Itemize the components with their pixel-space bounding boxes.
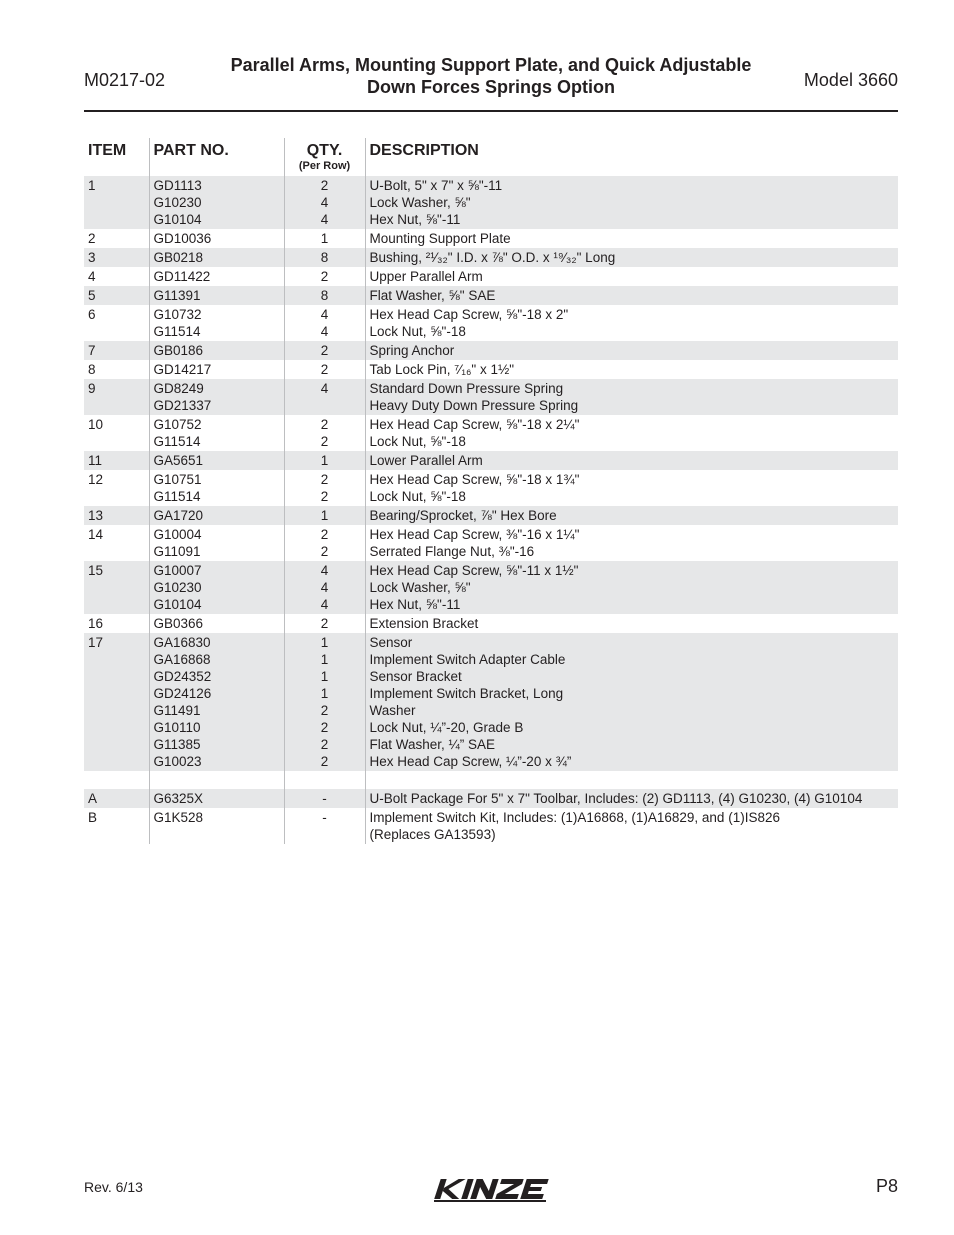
part-number-cell: [149, 561, 284, 614]
parts-table: [84, 138, 898, 844]
description-cell: [365, 229, 898, 248]
description-cell: [365, 808, 898, 844]
table-row: [84, 633, 898, 771]
part-number-cell: [149, 248, 284, 267]
description: Bushing, ²¹⁄₃₂" I.D. x ⅞" O.D. x ¹⁹⁄₃₂" Long: [369, 250, 616, 265]
description-cell: [365, 176, 898, 229]
part-number: GD14217: [153, 362, 212, 377]
part-number-cell: [149, 415, 284, 451]
item-number: 11: [84, 451, 149, 470]
qty-header-sublabel: (Per Row): [298, 160, 351, 172]
description: Lock Nut, ⅝"-18: [369, 324, 466, 339]
quantity-cell: [284, 614, 365, 633]
part-number: GB0186: [153, 343, 204, 358]
part-number: G10110: [153, 720, 201, 735]
part-number-cell: [149, 525, 284, 561]
quantity: 1: [320, 669, 329, 684]
part-number-cell: [149, 789, 284, 808]
table-row: [84, 614, 898, 633]
parts-table-body: [84, 176, 898, 844]
quantity: 2: [320, 616, 329, 631]
part-number: G11491: [153, 703, 201, 718]
quantity: 1: [320, 453, 329, 468]
quantity: 4: [320, 307, 329, 322]
quantity: 4: [320, 580, 329, 595]
item-column-header: ITEM: [88, 142, 127, 159]
part-number: GD24352: [153, 669, 212, 684]
part-number: G11385: [153, 737, 201, 752]
item-number: 2: [88, 231, 96, 246]
quantity: 2: [320, 269, 329, 284]
spacer-cell: [284, 771, 365, 789]
part-number-cell: [149, 305, 284, 341]
quantity: 2: [320, 434, 329, 449]
table-row: [84, 176, 898, 229]
part-number: G11514: [153, 489, 201, 504]
quantity-cell: [284, 341, 365, 360]
part-number-cell: [149, 229, 284, 248]
part-number-cell: [149, 451, 284, 470]
description-cell: [365, 267, 898, 286]
quantity: 1: [320, 686, 329, 701]
item-number: 13: [84, 506, 149, 525]
quantity: 4: [320, 212, 329, 227]
table-row: [84, 229, 898, 248]
description: U-Bolt Package For 5" x 7" Toolbar, Includes: (2) GD1113, (4) G10230, (4) G10104: [369, 791, 863, 806]
document-number: M0217-02: [84, 70, 166, 90]
part-number: GB0366: [153, 616, 204, 631]
description: Hex Head Cap Screw, ⅝"-18 x 2¼": [369, 417, 580, 432]
qty-column-header: [284, 138, 365, 176]
part-number: G10023: [153, 754, 202, 769]
description-cell: [365, 360, 898, 379]
table-row: [84, 789, 898, 808]
description-cell: [365, 305, 898, 341]
part-number-cell: [149, 633, 284, 771]
part-number-cell: [149, 379, 284, 415]
part-number: G10230: [153, 195, 202, 210]
item-number: 8: [88, 362, 96, 377]
item-number: 10: [88, 417, 104, 432]
item-number: 3: [84, 248, 149, 267]
part-number: G10732: [153, 307, 202, 322]
description: Extension Bracket: [369, 616, 479, 631]
description: Sensor: [369, 635, 413, 650]
part-number: G10230: [153, 580, 202, 595]
description: Flat Washer, ¼” SAE: [369, 737, 496, 752]
item-number: 1: [84, 176, 149, 229]
description: Spring Anchor: [369, 343, 455, 358]
model-label: Model 3660: [803, 70, 898, 90]
description-cell: [365, 525, 898, 561]
table-row: [84, 248, 898, 267]
description-cell: [365, 789, 898, 808]
part-column-header: PART NO.: [149, 138, 284, 176]
quantity: -: [322, 810, 327, 825]
quantity: 1: [320, 508, 329, 523]
quantity-cell: [284, 267, 365, 286]
table-row: [84, 341, 898, 360]
page-title: [200, 54, 782, 98]
quantity-cell: [284, 789, 365, 808]
part-number: G10752: [153, 417, 202, 432]
quantity-cell: [284, 470, 365, 506]
spacer-cell: [365, 771, 898, 789]
part-number-cell: [149, 470, 284, 506]
part-number: GA5651: [153, 453, 204, 468]
part-number: G10007: [153, 563, 202, 578]
quantity: 1: [320, 231, 329, 246]
description: Lock Nut, ¼”-20, Grade B: [369, 720, 524, 735]
part-number: G11514: [153, 324, 201, 339]
table-row: [84, 415, 898, 451]
quantity-cell: [284, 360, 365, 379]
part-number: GD24126: [153, 686, 212, 701]
description: Lock Nut, ⅝"-18: [369, 489, 466, 504]
table-row: [84, 808, 898, 844]
quantity-cell: [284, 415, 365, 451]
quantity-cell: [284, 525, 365, 561]
item-number: 6: [88, 307, 96, 322]
description: (Replaces GA13593): [369, 827, 496, 842]
quantity-cell: [284, 506, 365, 525]
part-number-cell: [149, 176, 284, 229]
quantity: 2: [320, 417, 329, 432]
description: U-Bolt, 5" x 7" x ⅝"-11: [369, 178, 503, 193]
part-number: GA16868: [153, 652, 211, 667]
item-number: A: [84, 789, 149, 808]
table-spacer-row: [84, 771, 898, 789]
part-number: GA16830: [153, 635, 211, 650]
description: Flat Washer, ⅝" SAE: [369, 288, 496, 303]
description: Sensor Bracket: [369, 669, 462, 684]
page-title-line-1: Parallel Arms, Mounting Support Plate, and Quick Adjustable: [230, 55, 752, 75]
table-row: [84, 451, 898, 470]
table-row: [84, 525, 898, 561]
quantity: 2: [320, 527, 329, 542]
description: Lower Parallel Arm: [369, 453, 483, 468]
part-number: G11091: [153, 544, 201, 559]
part-number: G11514: [153, 434, 201, 449]
item-number: 17: [84, 633, 149, 771]
page-title-line-2: Down Forces Springs Option: [366, 77, 615, 97]
quantity-cell: [284, 808, 365, 844]
quantity: 4: [320, 563, 329, 578]
part-number-cell: [149, 808, 284, 844]
table-row: [84, 267, 898, 286]
quantity: 1: [320, 635, 329, 650]
description-cell: [365, 341, 898, 360]
spacer-cell: [149, 771, 284, 789]
quantity-cell: [284, 561, 365, 614]
part-number: G10104: [153, 597, 202, 612]
quantity: [289, 397, 361, 414]
description: Implement Switch Adapter Cable: [369, 652, 566, 667]
quantity: 2: [320, 720, 329, 735]
description: Heavy Duty Down Pressure Spring: [369, 398, 579, 413]
description: Hex Nut, ⅝"-11: [369, 212, 461, 227]
part-number-cell: [149, 286, 284, 305]
quantity: 1: [320, 652, 329, 667]
part-number-cell: [149, 267, 284, 286]
quantity: 4: [320, 381, 329, 396]
table-row: [84, 305, 898, 341]
part-number: GB0218: [153, 250, 204, 265]
description: Hex Head Cap Screw, ⅝"-18 x 1¾": [369, 472, 580, 487]
item-number: 7: [84, 341, 149, 360]
part-number: GD1113: [153, 178, 202, 193]
description: Hex Nut, ⅝"-11: [369, 597, 461, 612]
part-number: G10104: [153, 212, 202, 227]
description-cell: [365, 561, 898, 614]
table-row: [84, 470, 898, 506]
table-row: [84, 506, 898, 525]
description: Hex Head Cap Screw, ⅝"-11 x 1½": [369, 563, 579, 578]
quantity: 2: [320, 544, 329, 559]
quantity-cell: [284, 633, 365, 771]
description: Hex Head Cap Screw, ⅜"-16 x 1¼": [369, 527, 580, 542]
quantity-cell: [284, 286, 365, 305]
quantity: 2: [320, 489, 329, 504]
description-cell: [365, 470, 898, 506]
quantity: 8: [320, 250, 329, 265]
qty-header-label: QTY.: [306, 142, 343, 159]
item-number: 14: [88, 527, 104, 542]
spacer-cell: [84, 771, 149, 789]
description-cell: [365, 248, 898, 267]
description-cell: [365, 379, 898, 415]
quantity: 2: [320, 472, 329, 487]
item-number: 16: [88, 616, 104, 631]
part-number-cell: [149, 614, 284, 633]
description: Tab Lock Pin, ⁷⁄₁₆" x 1½": [369, 362, 515, 377]
part-number-cell: [149, 506, 284, 525]
quantity-cell: [284, 176, 365, 229]
quantity: 2: [320, 178, 329, 193]
part-number: G6325X: [153, 791, 204, 806]
quantity-cell: [284, 451, 365, 470]
description: Mounting Support Plate: [369, 231, 511, 246]
header-divider: [84, 110, 898, 112]
part-number: G1K528: [153, 810, 204, 825]
revision-label: Rev. 6/13: [84, 1179, 143, 1195]
description: Bearing/Sprocket, ⅞" Hex Bore: [369, 508, 557, 523]
description-cell: [365, 415, 898, 451]
description-cell: [365, 506, 898, 525]
description: Hex Head Cap Screw, ¼”-20 x ¾”: [369, 754, 572, 769]
quantity: 2: [320, 362, 329, 377]
item-number: 12: [88, 472, 104, 487]
part-number: GA1720: [153, 508, 204, 523]
description: Upper Parallel Arm: [369, 269, 483, 284]
quantity: 8: [320, 288, 329, 303]
description-column-header: DESCRIPTION: [365, 138, 898, 176]
page-number: P8: [875, 1176, 898, 1196]
part-number: GD11422: [153, 269, 211, 284]
description: Standard Down Pressure Spring: [369, 381, 564, 396]
quantity: 2: [320, 703, 329, 718]
part-number: G10751: [153, 472, 202, 487]
item-number: 4: [88, 269, 96, 284]
description: Implement Switch Bracket, Long: [369, 686, 564, 701]
item-number: 9: [84, 379, 149, 415]
item-number: 5: [84, 286, 149, 305]
description: Implement Switch Kit, Includes: (1)A16868, (1)A16829, and (1)IS826: [369, 810, 780, 825]
kinze-logo: [432, 1175, 550, 1205]
table-header-row: [84, 138, 898, 176]
table-row: [84, 561, 898, 614]
item-number: 15: [84, 561, 149, 614]
item-number: B: [88, 810, 98, 825]
description-cell: [365, 451, 898, 470]
description: Lock Washer, ⅝": [369, 195, 471, 210]
part-number: GD8249: [153, 381, 204, 396]
quantity: 2: [320, 343, 329, 358]
quantity-cell: [284, 248, 365, 267]
part-number-cell: [149, 341, 284, 360]
description: Lock Nut, ⅝"-18: [369, 434, 466, 449]
quantity-cell: [284, 229, 365, 248]
quantity: 4: [320, 597, 329, 612]
part-number: G11391: [153, 288, 201, 303]
table-row: [84, 379, 898, 415]
description-cell: [365, 633, 898, 771]
quantity: 2: [320, 737, 329, 752]
description: Hex Head Cap Screw, ⅝"-18 x 2": [369, 307, 569, 322]
description: Lock Washer, ⅝": [369, 580, 471, 595]
quantity: 2: [320, 754, 329, 769]
table-row: [84, 286, 898, 305]
description-cell: [365, 286, 898, 305]
quantity-cell: [284, 305, 365, 341]
quantity-cell: [284, 379, 365, 415]
description-cell: [365, 614, 898, 633]
part-number: GD21337: [153, 398, 212, 413]
quantity: -: [322, 791, 327, 806]
quantity: 4: [320, 324, 329, 339]
part-number: GD10036: [153, 231, 212, 246]
table-row: [84, 360, 898, 379]
description: Washer: [369, 703, 416, 718]
part-number-cell: [149, 360, 284, 379]
description: Serrated Flange Nut, ⅜"-16: [369, 544, 535, 559]
quantity: 4: [320, 195, 329, 210]
part-number: G10004: [153, 527, 202, 542]
